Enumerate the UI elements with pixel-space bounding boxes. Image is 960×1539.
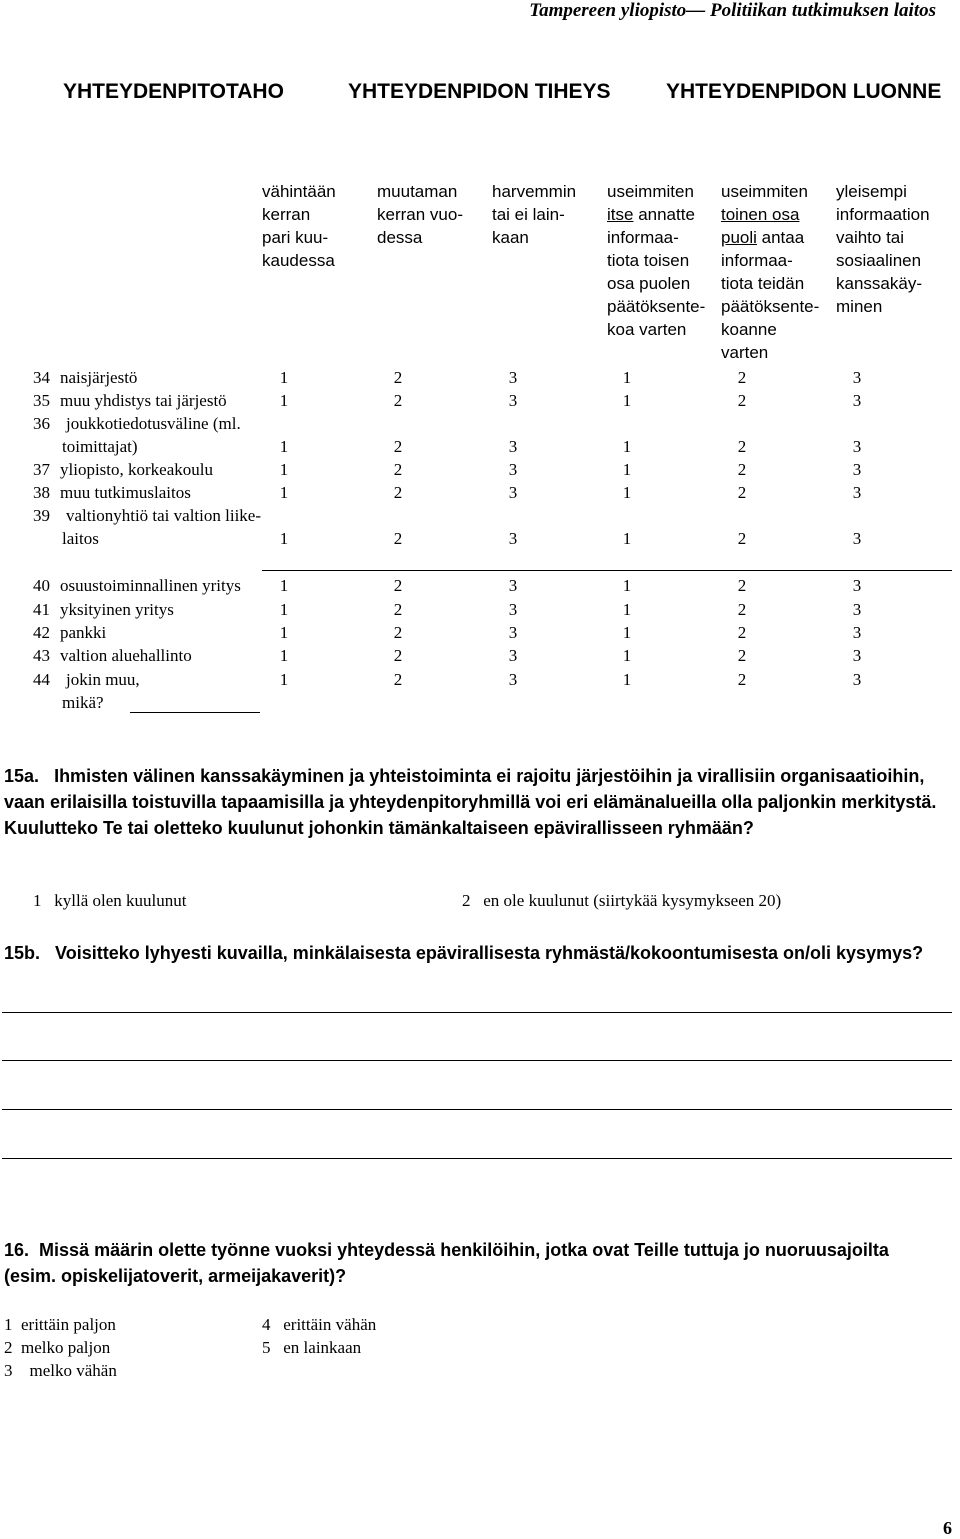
question-16: 16. Missä määrin olette työnne vuoksi yhteydessä henkilöihin, jotka ovat Teille tuttuja jo nuoruusajoilta (esim. opiskelijatoverit, armeijakaverit)? <box>4 1240 889 1286</box>
q16-option-2[interactable]: 2 melko paljon <box>4 1338 111 1357</box>
answer-cell[interactable]: 3 <box>508 368 518 387</box>
row-label-36: 36 joukkotiedotusväline (ml. <box>33 414 241 433</box>
column-header-monthly: vähintään kerran pari kuu- kaudessa <box>262 182 336 270</box>
answer-cell[interactable]: 1 <box>622 529 632 548</box>
answer-cell[interactable]: 2 <box>393 529 403 548</box>
answer-cell[interactable]: 1 <box>622 391 632 410</box>
section-title-contact: YHTEYDENPITOTAHO <box>63 80 284 103</box>
answer-cell[interactable]: 3 <box>508 623 518 642</box>
answer-cell[interactable]: 1 <box>279 437 289 456</box>
row-label-39-cont: laitos <box>62 529 99 548</box>
q15a-option-2[interactable]: 2 en ole kuulunut (siirtykää kysymykseen 20) <box>462 891 782 910</box>
q16-option-4[interactable]: 4 erittäin vähän <box>262 1315 377 1334</box>
answer-cell[interactable]: 2 <box>393 460 403 479</box>
answer-cell[interactable]: 2 <box>393 576 403 595</box>
answer-cell[interactable]: 3 <box>508 483 518 502</box>
answer-cell[interactable]: 1 <box>622 437 632 456</box>
answer-cell[interactable]: 1 <box>279 670 289 689</box>
question-15b: 15b. Voisitteko lyhyesti kuvailla, minkälaisesta epävirallisesta ryhmästä/kokoontumisesta on/oli kysymys? <box>4 943 924 963</box>
answer-cell[interactable]: 1 <box>622 623 632 642</box>
answer-cell[interactable]: 2 <box>393 437 403 456</box>
other-specify-blank <box>130 712 260 713</box>
answer-cell[interactable]: 2 <box>393 623 403 642</box>
column-header-social: yleisempi informaation vaihto tai sosiaalinen kanssakäy- minen <box>836 182 930 316</box>
answer-cell[interactable]: 3 <box>852 646 862 665</box>
question-15a-text: Ihmisten välinen kanssakäyminen ja yhteistoiminta ei rajoitu järjestöihin ja virallisiin organisaatioihin, vaan erilaisilla toistuvilla tapaamisilla ja yhteydenpitoryhmillä voi eri elämänalueilla olla paljonkin merkitystä. Kuulutteko Te tai oletteko kuulunut johonkin tämänkaltaiseen epävirallisseen ryhmään? <box>4 766 937 838</box>
answer-cell[interactable]: 3 <box>508 529 518 548</box>
answer-cell[interactable]: 1 <box>622 483 632 502</box>
answer-cell[interactable]: 3 <box>852 600 862 619</box>
q16-option-1[interactable]: 1 erittäin paljon <box>4 1315 116 1334</box>
answer-cell[interactable]: 2 <box>737 576 747 595</box>
answer-line-3[interactable] <box>2 1109 952 1110</box>
row-label-40: 40 osuustoiminnallinen yritys <box>33 576 241 595</box>
answer-cell[interactable]: 3 <box>852 391 862 410</box>
answer-cell[interactable]: 2 <box>737 391 747 410</box>
row-label-35: 35 muu yhdistys tai järjestö <box>33 391 227 410</box>
answer-cell[interactable]: 1 <box>622 600 632 619</box>
row-label-41: 41 yksityinen yritys <box>33 600 174 619</box>
q15a-option-1[interactable]: 1 kyllä olen kuulunut <box>33 891 187 910</box>
answer-cell[interactable]: 3 <box>852 483 862 502</box>
answer-cell[interactable]: 2 <box>393 368 403 387</box>
page-number: 6 <box>943 1518 952 1538</box>
answer-cell[interactable]: 2 <box>737 483 747 502</box>
answer-cell[interactable]: 3 <box>508 460 518 479</box>
answer-cell[interactable]: 3 <box>508 670 518 689</box>
answer-cell[interactable]: 1 <box>622 670 632 689</box>
row-label-34: 34 naisjärjestö <box>33 368 138 387</box>
row-label-44: 44 jokin muu, <box>33 670 140 689</box>
answer-cell[interactable]: 2 <box>737 623 747 642</box>
answer-cell[interactable]: 3 <box>852 368 862 387</box>
question-15a-number: 15a. <box>4 766 40 786</box>
answer-cell[interactable]: 1 <box>622 368 632 387</box>
column-header-yearly: muutaman kerran vuo- dessa <box>377 182 463 247</box>
answer-cell[interactable]: 1 <box>279 529 289 548</box>
row-label-42: 42 pankki <box>33 623 107 642</box>
row-label-36-cont: toimittajat) <box>62 437 138 456</box>
column-header-other-informs: useimmiten toinen osa puoli antaa informaa- tiota teidän päätöksente- koanne varten <box>721 182 820 362</box>
answer-cell[interactable]: 2 <box>737 460 747 479</box>
answer-cell[interactable]: 1 <box>279 483 289 502</box>
answer-line-2[interactable] <box>2 1060 952 1061</box>
answer-cell[interactable]: 2 <box>393 483 403 502</box>
row-label-38: 38 muu tutkimuslaitos <box>33 483 191 502</box>
question-15a <box>4 763 944 841</box>
answer-cell[interactable]: 2 <box>393 646 403 665</box>
column-header-rarely: harvemmin tai ei lain- kaan <box>492 182 577 247</box>
answer-cell[interactable]: 3 <box>852 437 862 456</box>
answer-cell[interactable]: 1 <box>279 576 289 595</box>
row-label-43: 43 valtion aluehallinto <box>33 646 192 665</box>
answer-cell[interactable]: 1 <box>279 646 289 665</box>
answer-cell[interactable]: 3 <box>852 670 862 689</box>
answer-cell[interactable]: 3 <box>508 576 518 595</box>
answer-line-1[interactable] <box>2 1012 952 1013</box>
answer-cell[interactable]: 1 <box>279 368 289 387</box>
q16-option-5[interactable]: 5 en lainkaan <box>262 1338 362 1357</box>
answer-cell[interactable]: 2 <box>393 670 403 689</box>
running-header: Tampereen yliopisto— Politiikan tutkimuksen laitos <box>529 0 936 21</box>
section-title-frequency: YHTEYDENPIDON TIHEYS <box>348 80 611 103</box>
answer-cell[interactable]: 3 <box>852 460 862 479</box>
answer-cell[interactable]: 3 <box>508 437 518 456</box>
row-label-39: 39 valtionyhtiö tai valtion liike- <box>33 506 261 525</box>
answer-cell[interactable]: 1 <box>622 646 632 665</box>
answer-cell[interactable]: 2 <box>393 391 403 410</box>
answer-cell[interactable]: 3 <box>508 646 518 665</box>
answer-cell[interactable]: 2 <box>737 646 747 665</box>
answer-cell[interactable]: 3 <box>852 576 862 595</box>
row-label-37: 37 yliopisto, korkeakoulu <box>33 460 213 479</box>
answer-cell[interactable]: 3 <box>508 600 518 619</box>
answer-cell[interactable]: 2 <box>737 529 747 548</box>
answer-cell[interactable]: 3 <box>852 529 862 548</box>
column-header-you-inform: useimmiten itse annatte informaa- tiota toisen osa puolen päätöksente- koa varten <box>607 182 706 339</box>
answer-cell[interactable]: 1 <box>622 576 632 595</box>
answer-cell[interactable]: 1 <box>279 460 289 479</box>
answer-cell[interactable]: 1 <box>279 391 289 410</box>
answer-cell[interactable]: 1 <box>279 600 289 619</box>
table-divider <box>262 570 952 571</box>
answer-cell[interactable]: 3 <box>508 391 518 410</box>
answer-cell[interactable]: 2 <box>737 600 747 619</box>
answer-cell[interactable]: 2 <box>737 670 747 689</box>
answer-cell[interactable]: 2 <box>737 437 747 456</box>
answer-cell[interactable]: 2 <box>393 600 403 619</box>
answer-cell[interactable]: 1 <box>622 460 632 479</box>
row-label-44-cont: mikä? <box>62 693 104 712</box>
answer-line-4[interactable] <box>2 1158 952 1159</box>
section-title-nature: YHTEYDENPIDON LUONNE <box>666 80 942 103</box>
answer-cell[interactable]: 1 <box>279 623 289 642</box>
q16-option-3[interactable]: 3 melko vähän <box>4 1361 117 1380</box>
answer-cell[interactable]: 3 <box>852 623 862 642</box>
answer-cell[interactable]: 2 <box>737 368 747 387</box>
